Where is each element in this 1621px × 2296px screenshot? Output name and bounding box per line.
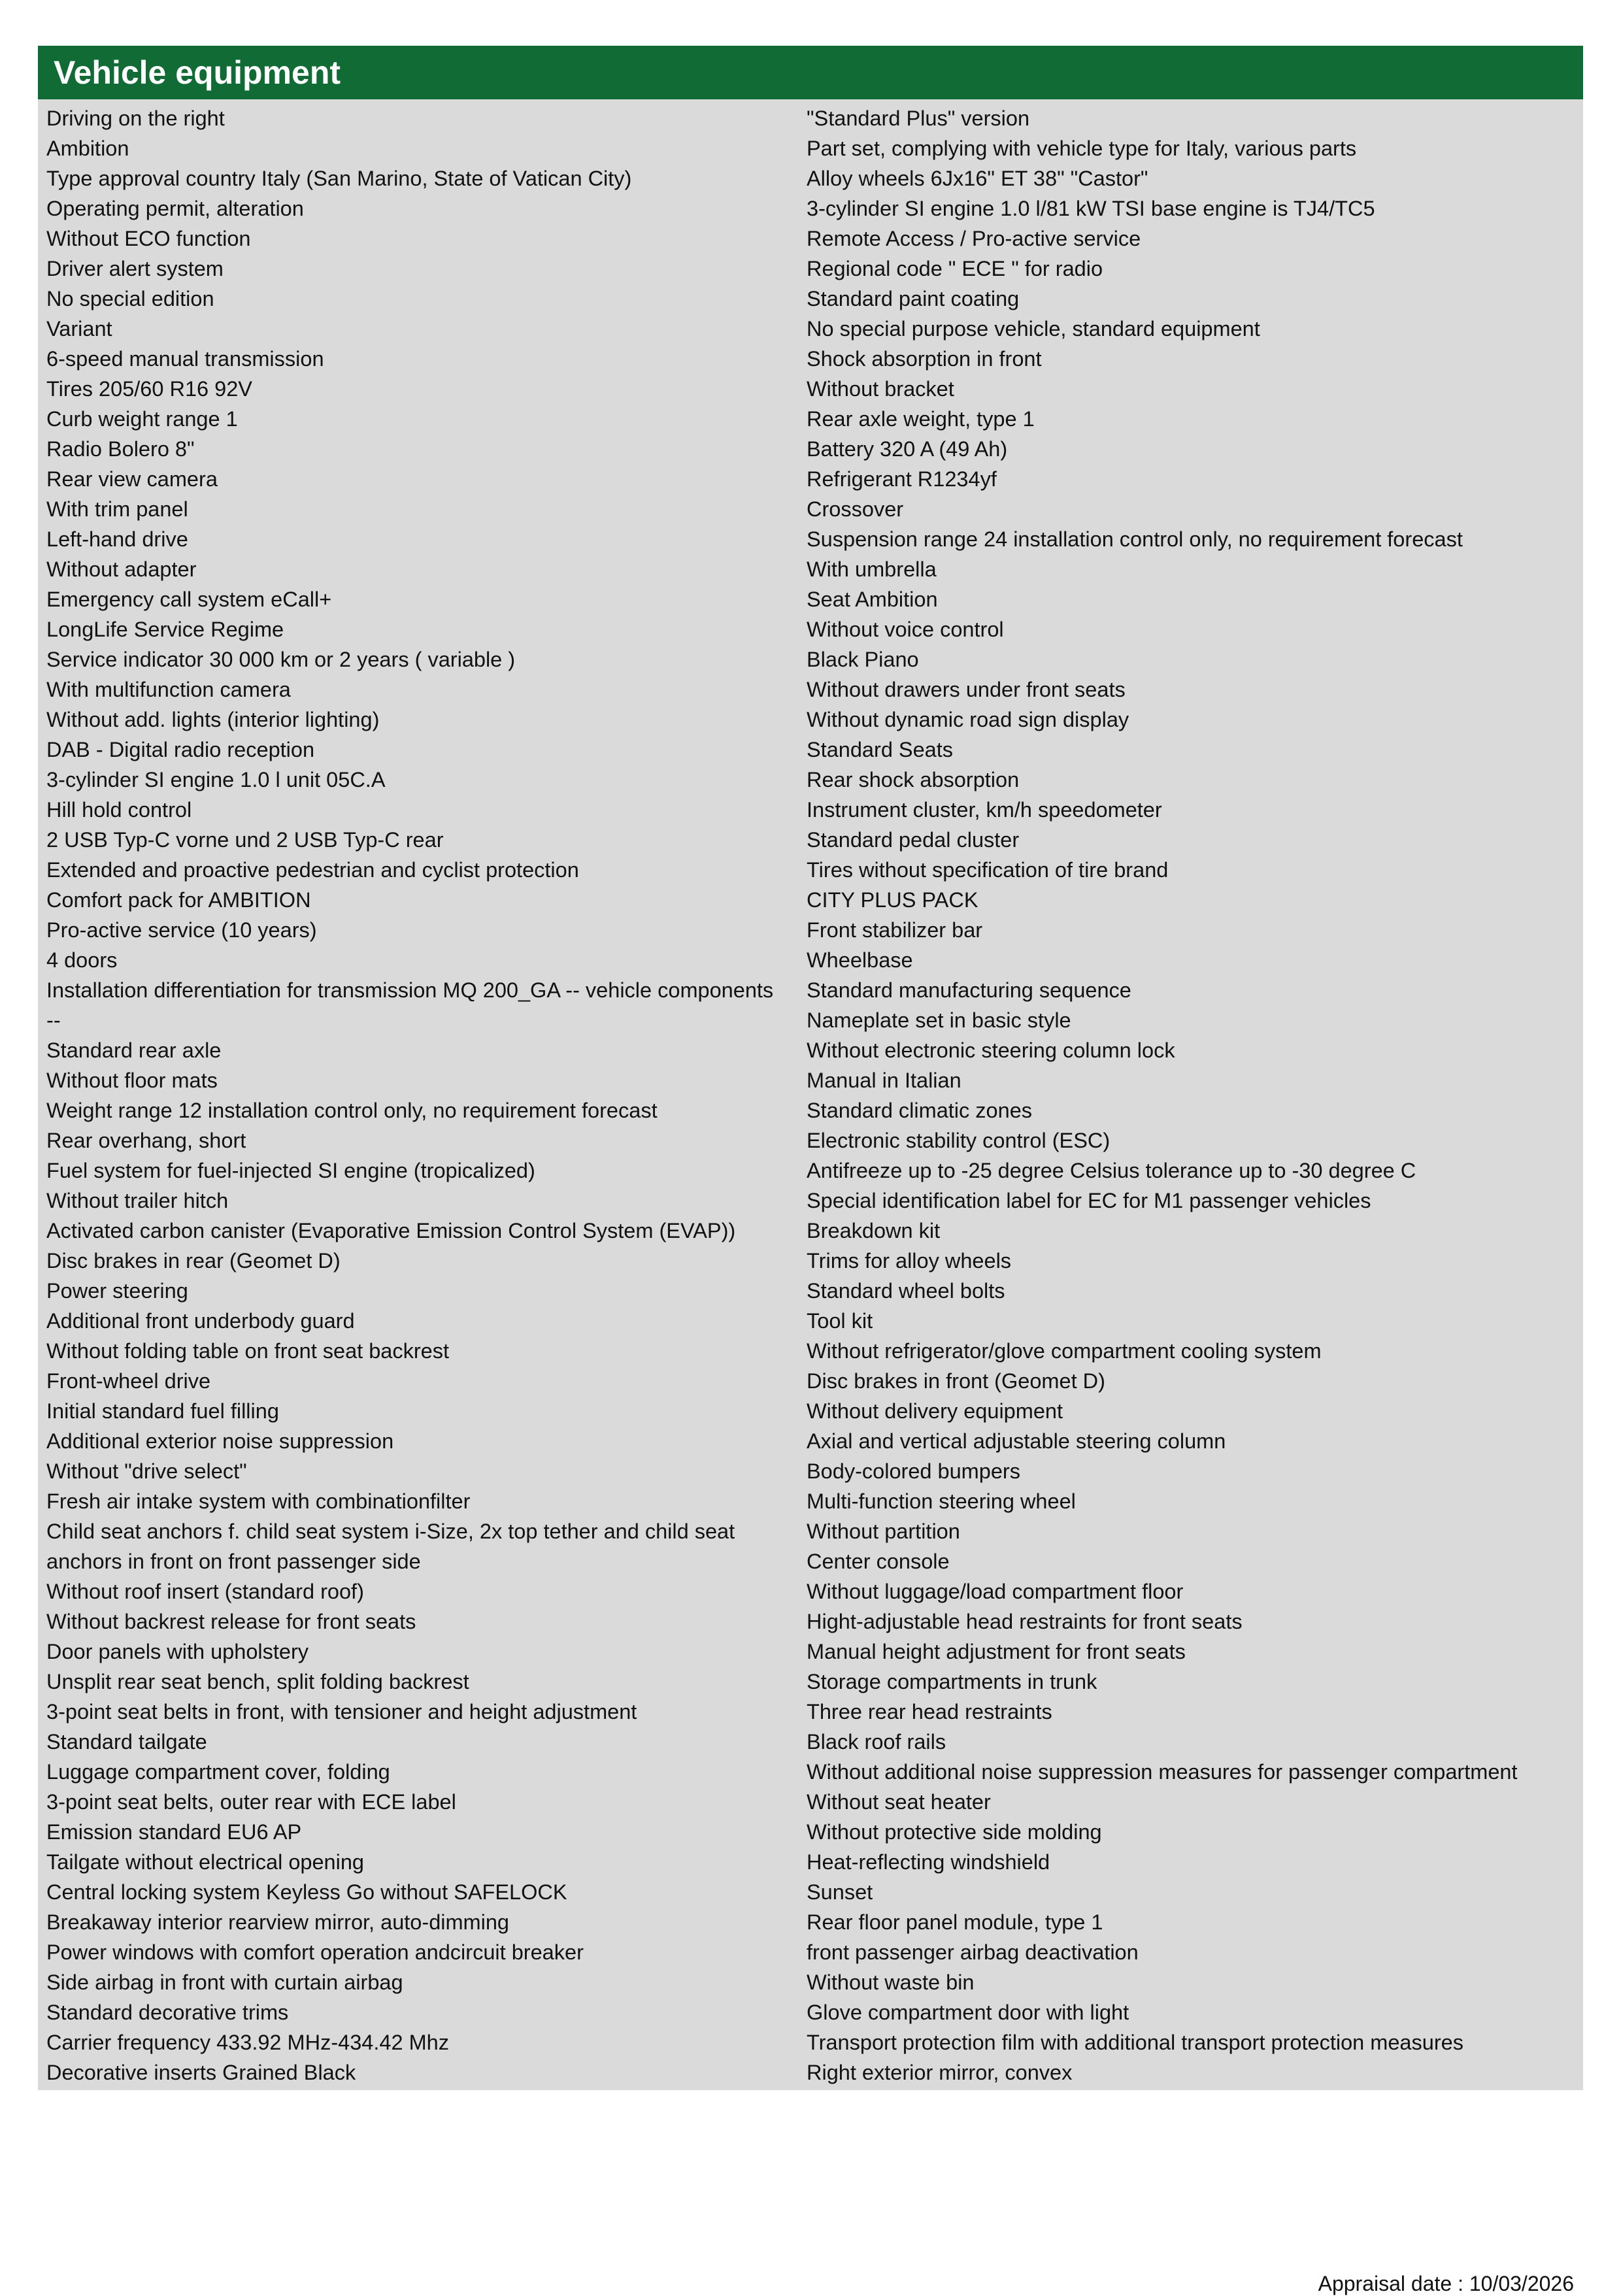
equipment-item: Without luggage/load compartment floor xyxy=(807,1580,1184,1603)
equipment-item: Pro-active service (10 years) xyxy=(46,918,317,942)
equipment-item: Suspension range 24 installation control only, no requirement forecast xyxy=(807,527,1463,551)
equipment-item: Standard climatic zones xyxy=(807,1099,1033,1122)
equipment-item: Transport protection film with additional transport protection measures xyxy=(807,2031,1463,2054)
equipment-item: Manual height adjustment for front seats xyxy=(807,1640,1186,1663)
equipment-item: Special identification label for EC for M1 passenger vehicles xyxy=(807,1189,1371,1212)
equipment-item: Without refrigerator/glove compartment cooling system xyxy=(807,1339,1322,1363)
equipment-item: Heat-reflecting windshield xyxy=(807,1850,1050,1874)
equipment-item: Carrier frequency 433.92 MHz-434.42 Mhz xyxy=(46,2031,449,2054)
equipment-item: Without additional noise suppression measures for passenger compartment xyxy=(807,1760,1518,1784)
equipment-item: CITY PLUS PACK xyxy=(807,888,978,912)
equipment-item: Fresh air intake system with combinationfilter xyxy=(46,1489,471,1513)
equipment-item: Without voice control xyxy=(807,618,1004,641)
equipment-item: Child seat anchors f. child seat system i-Size, 2x top tether and child seat xyxy=(46,1520,735,1543)
equipment-item: 2 USB Typ-C vorne und 2 USB Typ-C rear xyxy=(46,828,444,852)
equipment-item: Regional code " ECE " for radio xyxy=(807,257,1103,280)
equipment-item: Center console xyxy=(807,1550,950,1573)
equipment-item: Driving on the right xyxy=(46,107,225,130)
equipment-item: Without "drive select" xyxy=(46,1459,247,1483)
equipment-item: Central locking system Keyless Go without SAFELOCK xyxy=(46,1880,567,1904)
equipment-item: 6-speed manual transmission xyxy=(46,347,324,371)
equipment-item: anchors in front on front passenger side xyxy=(46,1550,421,1573)
equipment-item: Instrument cluster, km/h speedometer xyxy=(807,798,1162,822)
equipment-item: 3-point seat belts, outer rear with ECE label xyxy=(46,1790,456,1814)
equipment-item: Seat Ambition xyxy=(807,588,938,611)
equipment-item: DAB - Digital radio reception xyxy=(46,738,315,761)
equipment-item: Additional exterior noise suppression xyxy=(46,1429,394,1453)
equipment-item: Axial and vertical adjustable steering column xyxy=(807,1429,1226,1453)
equipment-item: Without trailer hitch xyxy=(46,1189,229,1212)
equipment-item: 3-cylinder SI engine 1.0 l unit 05C.A xyxy=(46,768,386,791)
equipment-item: Unsplit rear seat bench, split folding backrest xyxy=(46,1670,469,1693)
equipment-item: Power windows with comfort operation andcircuit breaker xyxy=(46,1940,584,1964)
equipment-item: Breakdown kit xyxy=(807,1219,941,1242)
equipment-item: Without seat heater xyxy=(807,1790,991,1814)
equipment-item: Without electronic steering column lock xyxy=(807,1039,1175,1062)
equipment-item: Rear axle weight, type 1 xyxy=(807,407,1035,431)
equipment-item: Without folding table on front seat backrest xyxy=(46,1339,450,1363)
equipment-item: Without protective side molding xyxy=(807,1820,1102,1844)
equipment-item: Battery 320 A (49 Ah) xyxy=(807,437,1008,461)
equipment-item: Driver alert system xyxy=(46,257,224,280)
equipment-item: Shock absorption in front xyxy=(807,347,1042,371)
equipment-item: Rear floor panel module, type 1 xyxy=(807,1910,1103,1934)
equipment-item: With multifunction camera xyxy=(46,678,291,701)
equipment-item: Electronic stability control (ESC) xyxy=(807,1129,1111,1152)
equipment-item: Black Piano xyxy=(807,648,919,671)
equipment-item: Without roof insert (standard roof) xyxy=(46,1580,364,1603)
equipment-item: Type approval country Italy (San Marino, State of Vatican City) xyxy=(46,167,632,190)
equipment-item: Standard Seats xyxy=(807,738,954,761)
equipment-item: Rear view camera xyxy=(46,467,218,491)
equipment-item: Decorative inserts Grained Black xyxy=(46,2061,356,2084)
equipment-item: Standard decorative trims xyxy=(46,2001,289,2024)
equipment-item: Disc brakes in front (Geomet D) xyxy=(807,1369,1105,1393)
equipment-item: Without adapter xyxy=(46,557,197,581)
equipment-item: Refrigerant R1234yf xyxy=(807,467,997,491)
equipment-item: Left-hand drive xyxy=(46,527,188,551)
equipment-item: Tires 205/60 R16 92V xyxy=(46,377,252,401)
section-title: Vehicle equipment xyxy=(54,54,341,91)
equipment-item: Activated carbon canister (Evaporative Emission Control System (EVAP)) xyxy=(46,1219,736,1242)
appraisal-date: Appraisal date : 10/03/2026 xyxy=(1318,2272,1574,2295)
equipment-item: Standard manufacturing sequence xyxy=(807,978,1131,1002)
equipment-item: Rear shock absorption xyxy=(807,768,1020,791)
equipment-item: Radio Bolero 8" xyxy=(46,437,195,461)
equipment-item: Front stabilizer bar xyxy=(807,918,983,942)
equipment-item: Tires without specification of tire brand xyxy=(807,858,1169,882)
equipment-item: 4 doors xyxy=(46,948,118,972)
equipment-item: Standard tailgate xyxy=(46,1730,207,1754)
equipment-item: Tailgate without electrical opening xyxy=(46,1850,364,1874)
equipment-item: Standard paint coating xyxy=(807,287,1020,310)
equipment-item: Hill hold control xyxy=(46,798,192,822)
equipment-item: Wheelbase xyxy=(807,948,913,972)
equipment-item: Without floor mats xyxy=(46,1069,218,1092)
equipment-item: Extended and proactive pedestrian and cyclist protection xyxy=(46,858,579,882)
equipment-item: Without backrest release for front seats xyxy=(46,1610,416,1633)
equipment-item: Crossover xyxy=(807,497,904,521)
equipment-item: Emission standard EU6 AP xyxy=(46,1820,302,1844)
equipment-item: Standard wheel bolts xyxy=(807,1279,1005,1303)
equipment-item: Part set, complying with vehicle type for Italy, various parts xyxy=(807,137,1357,160)
equipment-item: Hight-adjustable head restraints for front seats xyxy=(807,1610,1243,1633)
equipment-item: Service indicator 30 000 km or 2 years ( variable ) xyxy=(46,648,516,671)
equipment-item: Installation differentiation for transmission MQ 200_GA -- vehicle components xyxy=(46,978,774,1002)
equipment-item: Power steering xyxy=(46,1279,188,1303)
equipment-item: Right exterior mirror, convex xyxy=(807,2061,1073,2084)
equipment-item: LongLife Service Regime xyxy=(46,618,284,641)
equipment-item: Body-colored bumpers xyxy=(807,1459,1020,1483)
equipment-item: Without waste bin xyxy=(807,1971,975,1994)
equipment-item: Standard pedal cluster xyxy=(807,828,1020,852)
equipment-item: With umbrella xyxy=(807,557,937,581)
equipment-item: -- xyxy=(46,1008,61,1032)
equipment-item: Variant xyxy=(46,317,112,341)
equipment-item: Alloy wheels 6Jx16" ET 38" "Castor" xyxy=(807,167,1148,190)
equipment-item: Door panels with upholstery xyxy=(46,1640,309,1663)
equipment-item: Operating permit, alteration xyxy=(46,197,304,220)
equipment-item: Fuel system for fuel-injected SI engine (tropicalized) xyxy=(46,1159,535,1182)
equipment-item: Without partition xyxy=(807,1520,960,1543)
equipment-item: 3-cylinder SI engine 1.0 l/81 kW TSI base engine is TJ4/TC5 xyxy=(807,197,1375,220)
section-header xyxy=(38,46,1583,99)
equipment-item: Curb weight range 1 xyxy=(46,407,238,431)
equipment-item: Without drawers under front seats xyxy=(807,678,1126,701)
equipment-item: Front-wheel drive xyxy=(46,1369,211,1393)
vehicle-equipment-section xyxy=(38,46,1583,2090)
equipment-item: Ambition xyxy=(46,137,129,160)
equipment-item: No special purpose vehicle, standard equipment xyxy=(807,317,1260,341)
equipment-item: Emergency call system eCall+ xyxy=(46,588,332,611)
equipment-item: Three rear head restraints xyxy=(807,1700,1052,1723)
equipment-item: Remote Access / Pro-active service xyxy=(807,227,1141,250)
equipment-column-left xyxy=(38,103,803,2088)
equipment-item: Weight range 12 installation control only, no requirement forecast xyxy=(46,1099,658,1122)
equipment-item: Glove compartment door with light xyxy=(807,2001,1129,2024)
equipment-item: Additional front underbody guard xyxy=(46,1309,355,1333)
equipment-item: front passenger airbag deactivation xyxy=(807,1940,1139,1964)
equipment-item: Trims for alloy wheels xyxy=(807,1249,1012,1273)
equipment-item: Antifreeze up to -25 degree Celsius tolerance up to -30 degree C xyxy=(807,1159,1416,1182)
equipment-item: Disc brakes in rear (Geomet D) xyxy=(46,1249,341,1273)
equipment-list xyxy=(38,99,1583,2090)
equipment-item: Standard rear axle xyxy=(46,1039,222,1062)
equipment-item: Breakaway interior rearview mirror, auto-dimming xyxy=(46,1910,510,1934)
equipment-item: Without delivery equipment xyxy=(807,1399,1063,1423)
equipment-item: Sunset xyxy=(807,1880,873,1904)
equipment-item: Black roof rails xyxy=(807,1730,946,1754)
equipment-item: Storage compartments in trunk xyxy=(807,1670,1097,1693)
equipment-item: Without dynamic road sign display xyxy=(807,708,1129,731)
equipment-item: Luggage compartment cover, folding xyxy=(46,1760,390,1784)
equipment-item: Manual in Italian xyxy=(807,1069,961,1092)
equipment-item: "Standard Plus" version xyxy=(807,107,1030,130)
equipment-item: Comfort pack for AMBITION xyxy=(46,888,311,912)
equipment-item: Tool kit xyxy=(807,1309,873,1333)
equipment-item: Without bracket xyxy=(807,377,954,401)
equipment-item: With trim panel xyxy=(46,497,188,521)
equipment-item: Multi-function steering wheel xyxy=(807,1489,1076,1513)
equipment-item: Nameplate set in basic style xyxy=(807,1008,1071,1032)
equipment-item: Side airbag in front with curtain airbag xyxy=(46,1971,403,1994)
equipment-item: Rear overhang, short xyxy=(46,1129,246,1152)
equipment-item: 3-point seat belts in front, with tensioner and height adjustment xyxy=(46,1700,637,1723)
equipment-item: Initial standard fuel filling xyxy=(46,1399,279,1423)
equipment-item: Without ECO function xyxy=(46,227,251,250)
equipment-item: Without add. lights (interior lighting) xyxy=(46,708,380,731)
equipment-item: No special edition xyxy=(46,287,214,310)
equipment-column-right xyxy=(803,103,1583,2088)
